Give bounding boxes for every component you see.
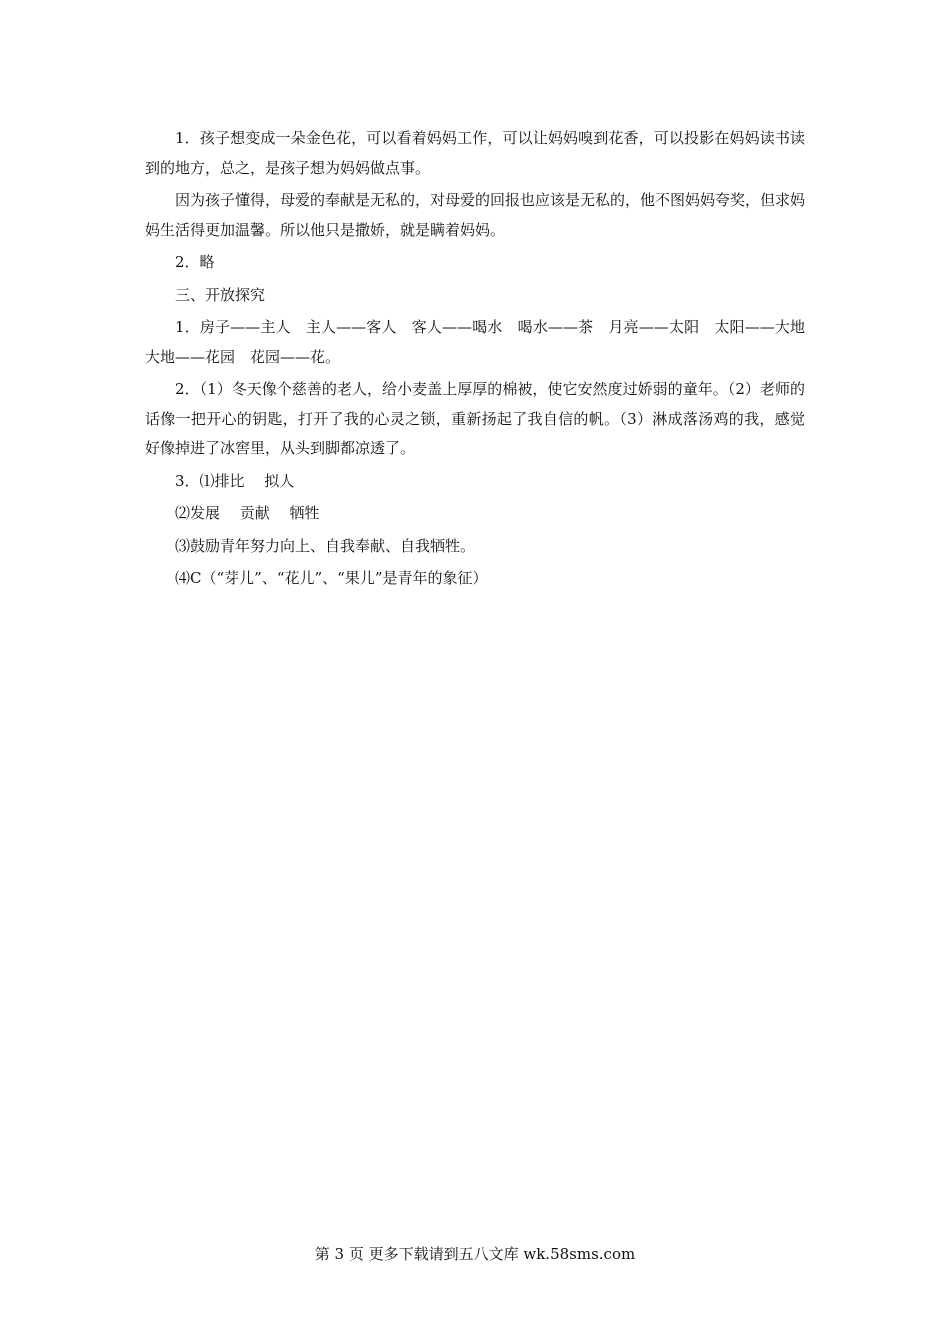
- page-footer: 第 3 页 更多下载请到五八文库 wk.58sms.com: [314, 1245, 636, 1263]
- answer-paragraph-explanation: 因为孩子懂得，母爱的奉献是无私的，对母爱的回报也应该是无私的，他不图妈妈夸奖，但求妈妈生活得更加温馨。所以他只是撒娇，就是瞒着妈妈。: [145, 191, 806, 239]
- document-body: [145, 124, 821, 597]
- inquiry-answer-2: 2．（1）冬天像个慈善的老人，给小麦盖上厚厚的棉被，使它安然度过娇弱的童年。（2）老师的话像一把开心的钥匙，打开了我的心灵之锁，重新扬起了我自信的帆。（3）淋成落汤鸡的我，感觉好像掉进了冰窖里，从头到脚都凉透了。: [145, 380, 805, 457]
- inquiry-answer-3-part-4: ⑷C（“芽儿”、“花儿”、“果儿”是青年的象征）: [175, 569, 488, 587]
- inquiry-answer-1: 1．房子——主人 主人——客人 客人——喝水 喝水——茶 月亮——太阳 太阳——大地 大地——花园 花园——花。: [145, 318, 821, 366]
- section-heading-open-inquiry: 三、开放探究: [175, 285, 266, 304]
- inquiry-answer-3-part-3: ⑶鼓励青年努力向上、自我奉献、自我牺牲。: [175, 536, 476, 555]
- inquiry-answer-3-part-2: ⑵发展 贡献 牺牲: [175, 504, 320, 522]
- answer-paragraph-1: 1．孩子想变成一朵金色花，可以看着妈妈工作，可以让妈妈嗅到花香，可以投影在妈妈读书读到的地方，总之，是孩子想为妈妈做点事。: [145, 129, 805, 177]
- answer-paragraph-2: 2．略: [175, 253, 215, 271]
- inquiry-answer-3-part-1: 3．⑴排比 拟人: [175, 471, 295, 490]
